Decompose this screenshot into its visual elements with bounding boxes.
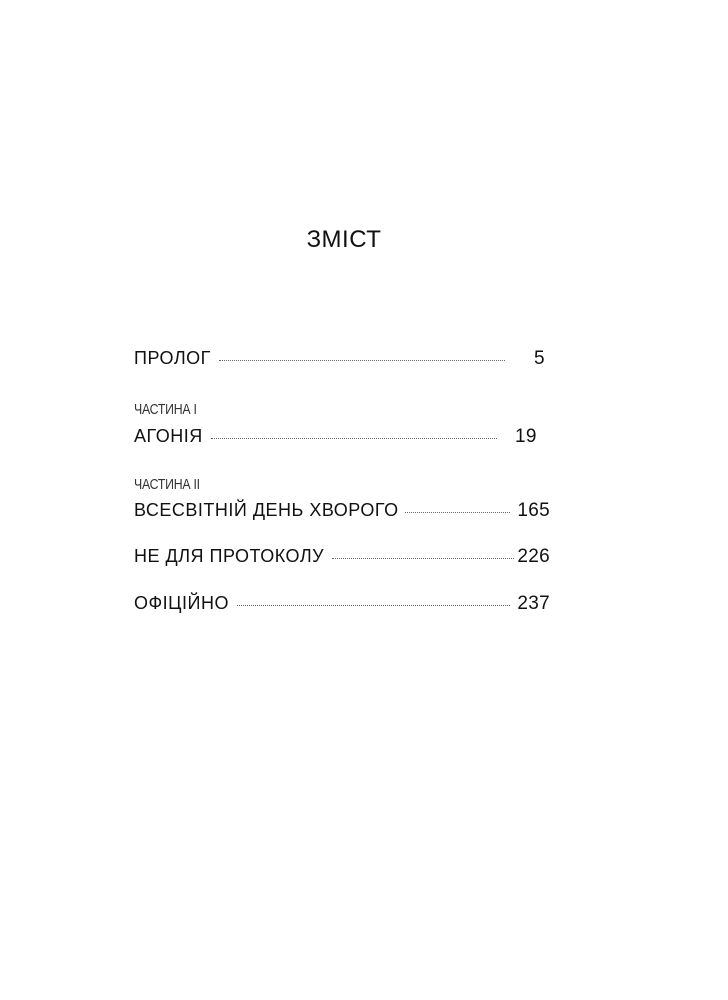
dot-leader — [219, 360, 505, 361]
toc-entry-label: АГОНІЯ — [134, 426, 203, 446]
toc-title: ЗМІСТ — [306, 226, 382, 253]
toc-entry-not-for-protocol — [134, 546, 550, 572]
toc-entry-page-number: 5 — [534, 348, 545, 369]
toc-entry-official — [134, 593, 550, 619]
toc-entry-world-day — [134, 500, 550, 526]
dot-leader — [332, 558, 514, 559]
toc-entry-page-number: 237 — [517, 593, 550, 614]
dot-leader — [405, 512, 510, 513]
toc-entry-label: ПРОЛОГ — [134, 348, 211, 368]
toc-entry-prologue — [134, 348, 550, 374]
toc-part-heading: ЧАСТИНА ІІ — [134, 476, 200, 493]
toc-entry-page-number: 226 — [517, 546, 550, 567]
dot-leader — [211, 438, 497, 439]
toc-entry-agony — [134, 426, 550, 452]
toc-entry-page-number: 165 — [517, 500, 550, 521]
toc-entry-label: НЕ ДЛЯ ПРОТОКОЛУ — [134, 546, 325, 566]
toc-entry-page-number: 19 — [515, 426, 537, 447]
toc-part-heading: ЧАСТИНА І — [134, 401, 197, 418]
dot-leader — [237, 605, 510, 606]
toc-entry-label: ОФІЦІЙНО — [134, 593, 229, 613]
toc-entry-label: ВСЕСВІТНІЙ ДЕНЬ ХВОРОГО — [134, 500, 399, 520]
